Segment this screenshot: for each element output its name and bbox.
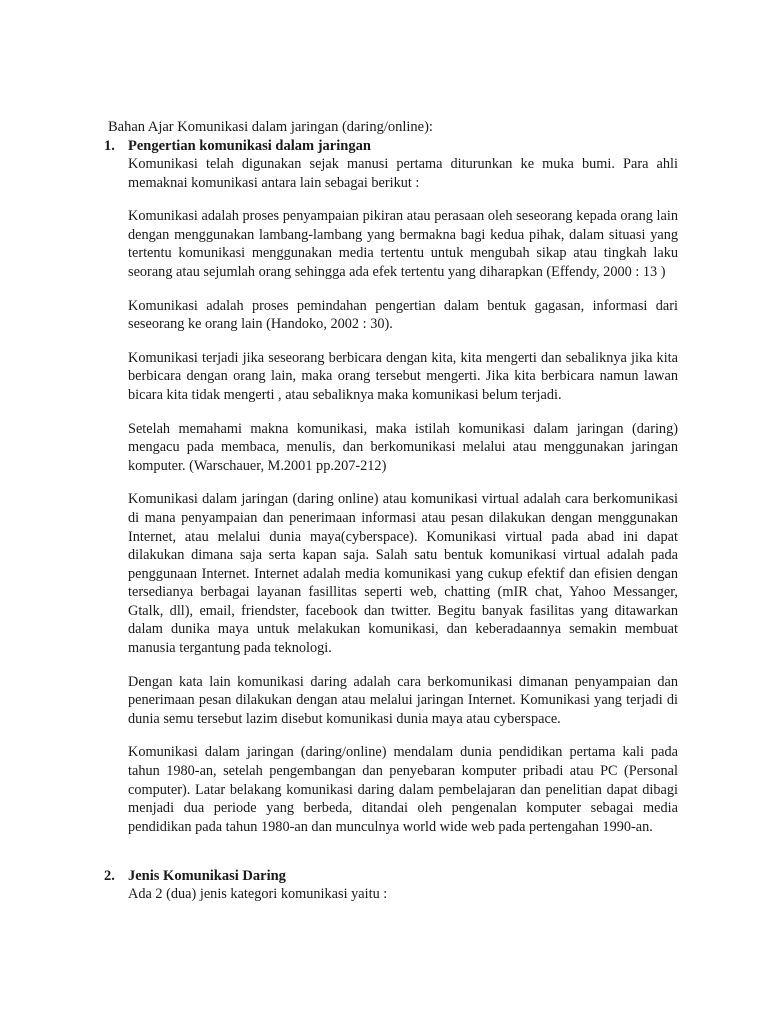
section-title: Jenis Komunikasi Daring xyxy=(128,868,286,884)
section-pengertian xyxy=(104,137,678,836)
paragraph-intro: Komunikasi telah digunakan sejak manusi pertama diturunkan ke muka bumi. Para ahli memaknai komunikasi antara lain sebagai berikut : xyxy=(128,156,678,191)
paragraph-in-other-words: Dengan kata lain komunikasi daring adalah cara berkomunikasi dimanan penyampaian dan penerimaan pesan dilakukan dengan atau melalui jaringan Internet. Komunikasi yang terjadi di dunia semu tersebut lazim disebut komunikasi dunia maya atau cyberspace. xyxy=(128,673,678,727)
paragraph-definition-handoko: Komunikasi adalah proses pemindahan pengertian dalam bentuk gagasan, informasi dari seseorang ke orang lain (Handoko, 2002 : 30). xyxy=(128,297,678,333)
paragraph-history: Komunikasi dalam jaringan (daring/online) mendalam dunia pendidikan pertama kali pada tahun 1980-an, setelah pengembangan dan penyebaran komputer pribadi atau PC (Personal computer). Latar belakang komunikasi daring dalam pembelajaran dan penelitian dapat dibagi menjadi dua periode yang berbeda, ditandai oleh pengenalan komputer sebagai media pendidikan pada tahun 1980-an dan munculnya world wide web pada pertengahan 1990-an. xyxy=(128,744,678,835)
section-body xyxy=(128,885,678,904)
section-jenis xyxy=(104,867,678,904)
section-number: 1. xyxy=(104,138,115,154)
paragraph-daring-meaning: Setelah memahami makna komunikasi, maka istilah komunikasi dalam jaringan (daring) mengacu pada membaca, menulis, dan berkomunikasi melalui atau menggunakan jaringan komputer. (Warschauer, M.2001 pp.207-212) xyxy=(128,420,678,474)
document-title: Bahan Ajar Komunikasi dalam jaringan (daring/online): xyxy=(108,119,433,135)
paragraph-definition-effendy: Komunikasi adalah proses penyampaian pikiran atau perasaan oleh seseorang kepada orang lain dengan menggunakan lambang-lambang yang bermakna bagi kedua pihak, dalam situasi yang tertentu komunikasi menggunakan media tertentu untuk mengubah sikap atau tingkah laku seorang atau sejumlah orang sehingga ada efek tertentu yang diharapkan (Effendy, 2000 : 13 ) xyxy=(128,208,678,280)
paragraph-communication-occurs: Komunikasi terjadi jika seseorang berbicara dengan kita, kita mengerti dan sebaliknya jika kita berbicara dengan orang lain, maka orang tersebut mengerti. Jika kita berbicara namun lawan bicara kita tidak mengerti , atau sebaliknya maka komunikasi belum terjadi. xyxy=(128,349,678,403)
section-heading xyxy=(104,867,678,885)
section-title: Pengertian komunikasi dalam jaringan xyxy=(128,138,371,154)
paragraph-virtual-communication: Komunikasi dalam jaringan (daring online) atau komunikasi virtual adalah cara berkomunikasi di mana penyampaian dan penerimaan informasi atau pesan dilakukan dengan menggunakan Internet, atau melalui dunia maya(cyberspace). Komunikasi virtual pada abad ini dapat dilakukan dimana saja serta kapan saja. Salah satu bentuk komunikasi virtual adalah pada penggunaan Internet. Internet adalah media komunikasi yang cukup efektif dan efisien dengan tersedianya berbagai layanan fasillitas seperti web, chatting (mIR chat, Yahoo Messanger, Gtalk, dll), email, friendster, facebook dan twitter. Begitu banyak fasilitas yang ditawarkan dalam dunika maya untuk melakukan komunikasi, dan keberadaannya semakin membuat manusia tergantung pada teknologi. xyxy=(128,491,678,657)
paragraph-categories: Ada 2 (dua) jenis kategori komunikasi yaitu : xyxy=(128,886,388,902)
section-number: 2. xyxy=(104,868,115,884)
section-body xyxy=(128,155,678,836)
section-heading xyxy=(104,137,678,155)
